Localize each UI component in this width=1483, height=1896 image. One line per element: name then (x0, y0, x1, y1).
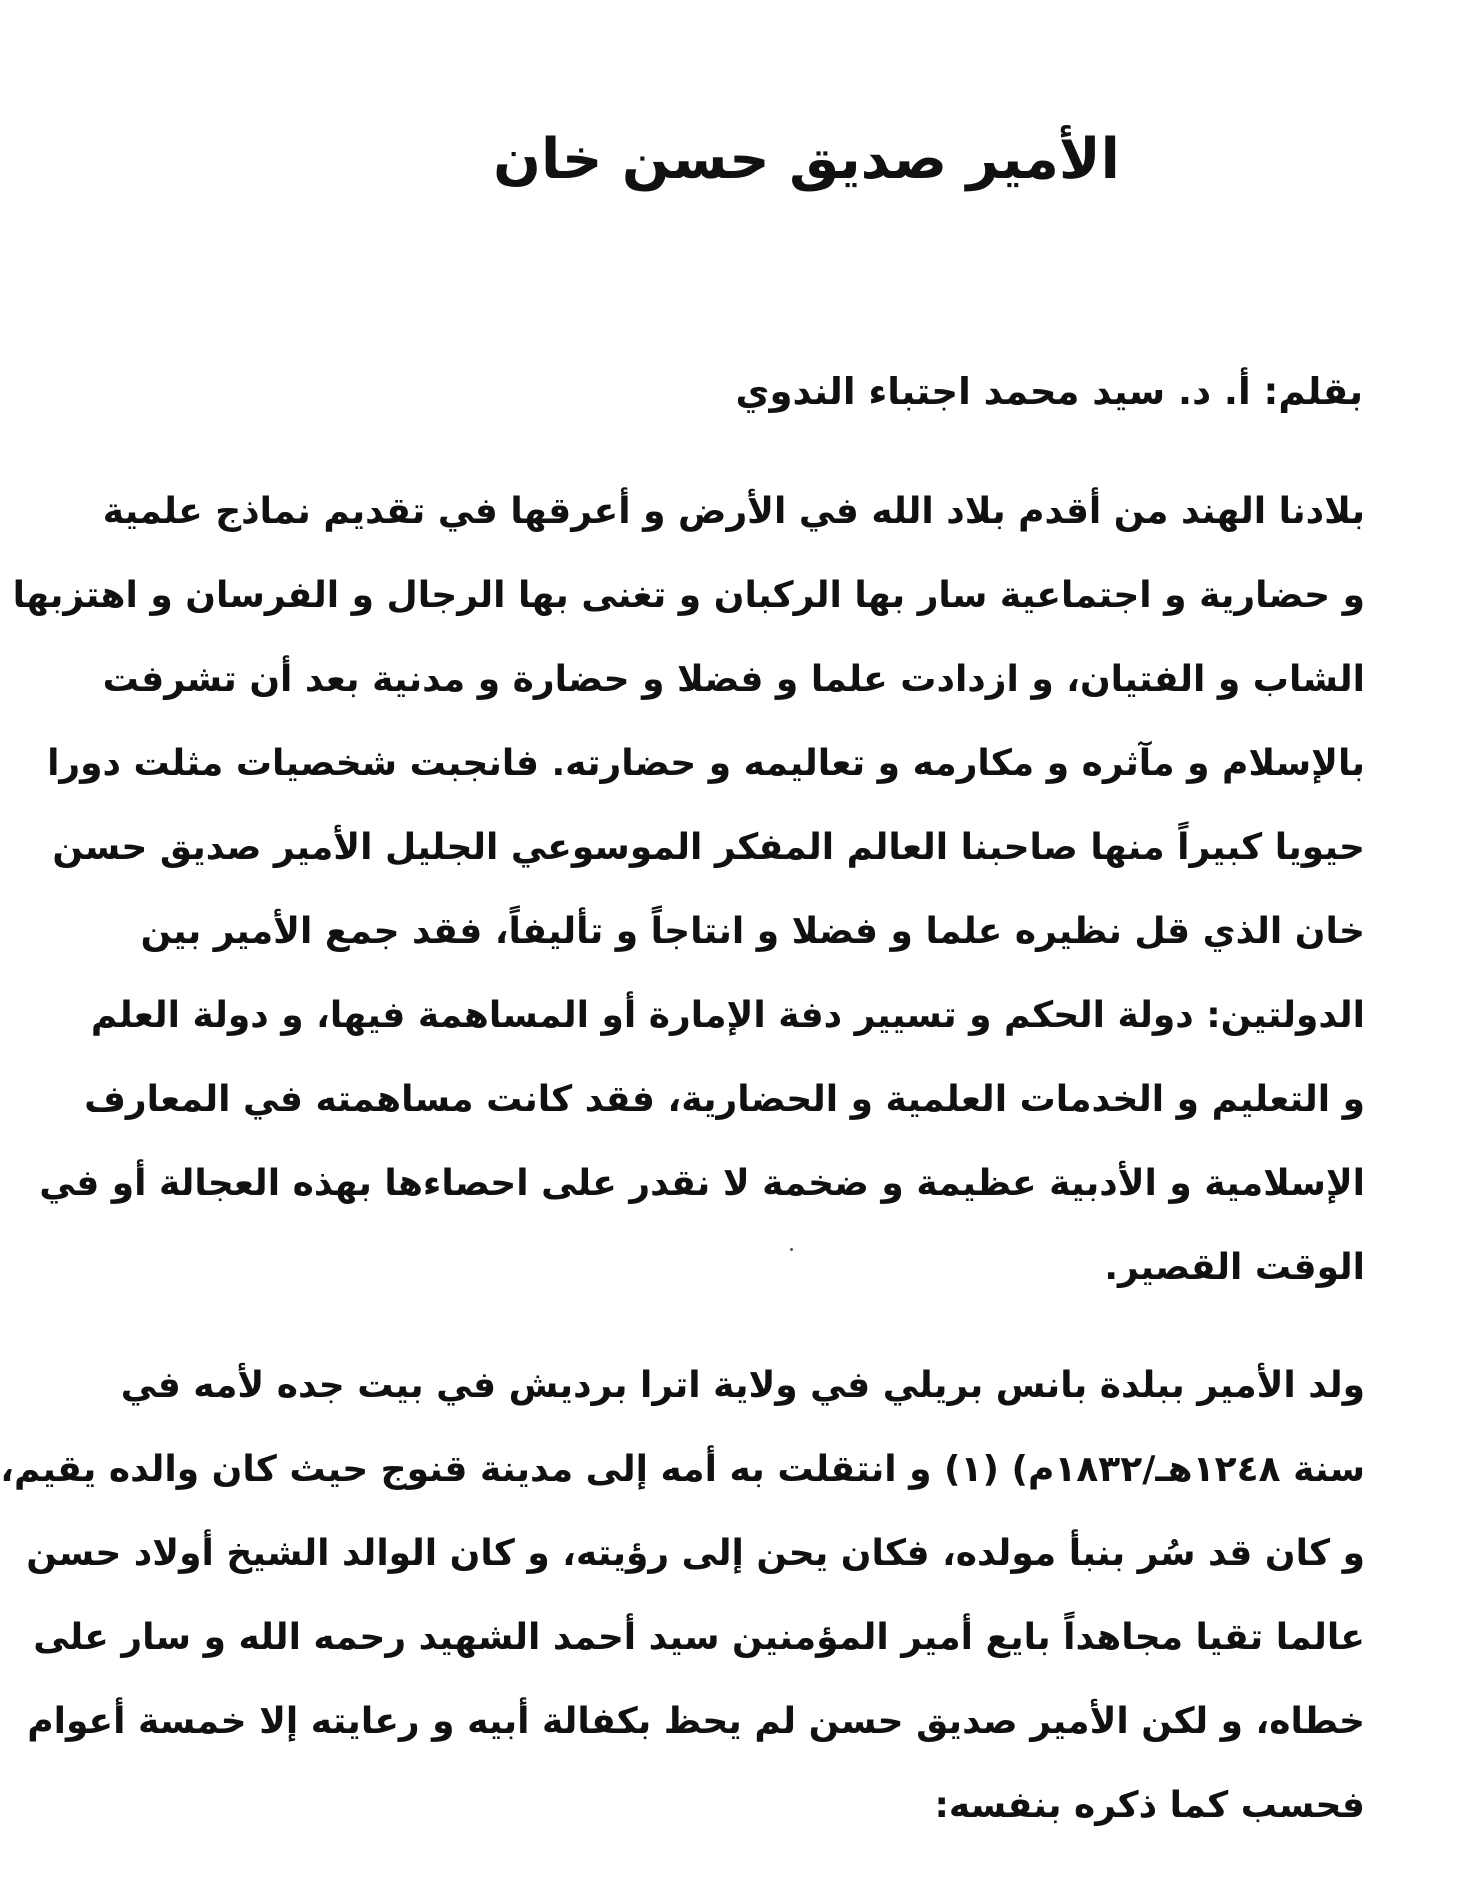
text-line: حيويا كبيراً منها صاحبنا العالم المفكر الموسوعي الجليل الأمير صديق حسن (52, 827, 1365, 868)
text-line: خان الذي قل نظيره علما و فضلا و انتاجاً و تأليفاً، فقد جمع الأمير بين (140, 911, 1365, 952)
text-line: فحسب كما ذكره بنفسه: (934, 1785, 1365, 1826)
scan-speck (790, 1248, 793, 1251)
text-line: سنة ١٢٤٨هـ/١٨٣٢م) (١) و انتقلت به أمه إلى مدينة قنوج حيث كان والده يقيم، (0, 1449, 1365, 1490)
text-line: بلادنا الهند من أقدم بلاد الله في الأرض و أعرقها في تقديم نماذج علمية (102, 491, 1365, 532)
text-line: بالإسلام و مآثره و مكارمه و تعاليمه و حضارته. فانجبت شخصيات مثلت دورا (47, 743, 1365, 784)
text-line: خطاه، و لكن الأمير صديق حسن لم يحظ بكفالة أبيه و رعايته إلا خمسة أعوام (27, 1701, 1365, 1742)
text-line: الوقت القصير. (1104, 1247, 1365, 1288)
text-line: الإسلامية و الأدبية عظيمة و ضخمة لا نقدر على احصاءها بهذه العجالة أو في (39, 1163, 1365, 1204)
text-line: الشاب و الفتيان، و ازدادت علما و فضلا و حضارة و مدنية بعد أن تشرفت (102, 659, 1365, 700)
author-byline: بقلم: أ. د. سيد محمد اجتباء الندوي (735, 370, 1363, 413)
page-title: الأمير صديق حسن خان (493, 126, 1120, 192)
text-line: ولد الأمير ببلدة بانس بريلي في ولاية اترا برديش في بيت جده لأمه في (120, 1365, 1365, 1406)
paragraph-1 (12, 470, 1365, 1310)
text-line: عالما تقيا مجاهداً بايع أمير المؤمنين سيد أحمد الشهيد رحمه الله و سار على (33, 1617, 1365, 1658)
text-line: الدولتين: دولة الحكم و تسيير دفة الإمارة أو المساهمة فيها، و دولة العلم (90, 995, 1365, 1036)
text-line: و التعليم و الخدمات العلمية و الحضارية، فقد كانت مساهمته في المعارف (84, 1079, 1365, 1120)
text-line: و حضارية و اجتماعية سار بها الركبان و تغنى بها الرجال و الفرسان و اهتزبها (12, 575, 1365, 616)
paragraph-2 (0, 1344, 1365, 1848)
text-line: و كان قد سُر بنبأ مولده، فكان يحن إلى رؤيته، و كان الوالد الشيخ أولاد حسن (26, 1533, 1365, 1574)
